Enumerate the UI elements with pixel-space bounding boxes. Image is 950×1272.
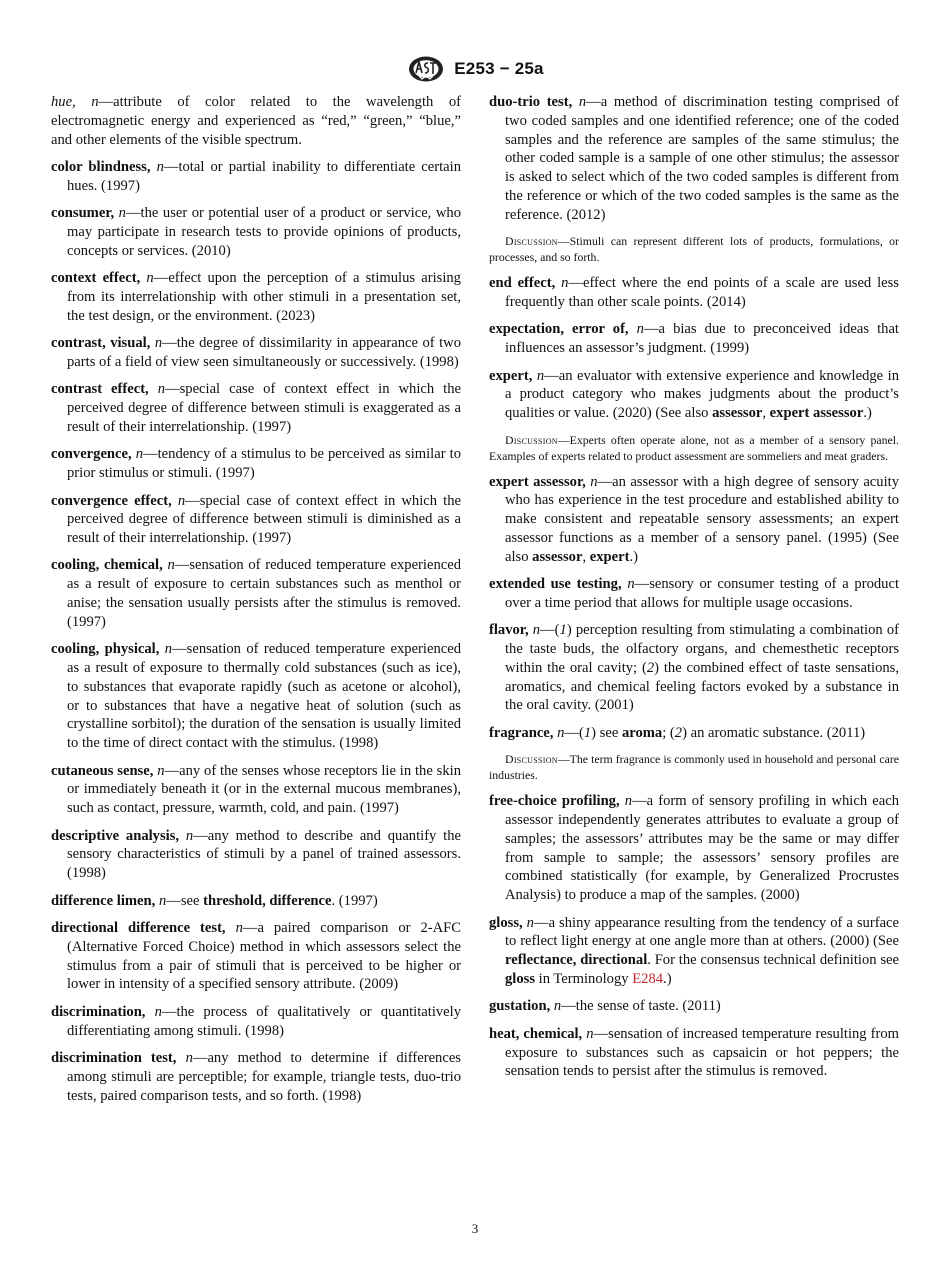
pos: n <box>586 1025 594 1042</box>
definition: —effect upon the perception of a stimulus arising from its interrelationship with other stimuli in a presentation set, the test design, or the environment. (2023) <box>67 270 461 324</box>
entry-discrimination <box>51 1003 461 1041</box>
term: directional difference test, <box>51 920 226 936</box>
definition: . For the consensus technical definition see <box>647 952 899 969</box>
pos: n <box>526 914 534 931</box>
definition: —a method of discrimination testing comprised of two coded samples and one identified reference; one of the coded samples and the reference are samples of the same stimulus; the other coded sample is a sample of one other stimulus; the assessor is asked to select which of the two coded samples is different from the reference or which of the two coded samples is the same as the reference. (2012) <box>505 94 899 223</box>
right-column <box>489 93 899 1090</box>
pos: n <box>636 321 644 338</box>
pos: n <box>578 94 587 110</box>
cross-reference: assessor <box>712 405 763 422</box>
pos: n <box>156 158 164 175</box>
definition: —the process of qualitatively or quantitatively differentiating among stimuli. (1998) <box>67 1003 461 1039</box>
term: cooling, physical, <box>51 641 160 658</box>
definition: —an assessor with a high degree of sensory acuity who has experience in the test procedure and established ability to make consistent and repeatable sensory assessments; an expert assessor functions as a member of a sensory panel. (1995) (See also <box>505 473 899 565</box>
definition: ) see <box>591 724 622 741</box>
pos: n <box>561 275 569 292</box>
definition: —the user or potential user of a product or service, who may participate in research tests to provide opinions of products, concepts or services. (2010) <box>67 205 461 259</box>
definition-end: .) <box>629 548 638 565</box>
pos: n <box>627 576 635 593</box>
pos: n <box>118 205 126 222</box>
definition: —special case of context effect in which the perceived degree of difference between stimuli is diminished as a result of their interrelationship. (1997) <box>67 492 461 547</box>
definition: in Terminology <box>535 971 633 988</box>
pos: n <box>91 94 99 110</box>
entry-heat-chemical <box>489 1025 899 1081</box>
term: flavor, <box>489 622 529 639</box>
term: end effect, <box>489 275 556 292</box>
pos: n <box>590 473 598 490</box>
sense-number: 1 <box>583 724 592 741</box>
definition: —an evaluator with extensive experience and knowledge in a product category who makes judgments about the product’s qualities or value. (2020) (See also <box>505 367 899 422</box>
left-column <box>51 93 461 1114</box>
term-hue: hue, <box>51 94 76 110</box>
discussion-fragrance <box>489 751 899 783</box>
term: discrimination test, <box>51 1049 177 1066</box>
pos: n <box>164 641 173 658</box>
entry-cooling-physical <box>51 640 461 753</box>
term: expectation, error of, <box>489 321 629 338</box>
definition: —sensation of increased temperature resulting from exposure to substances such as capsaicin or hot peppers; the sensation tends to persist after the stimulus is removed. <box>505 1025 900 1080</box>
term: context effect, <box>51 270 141 287</box>
entry-convergence-effect <box>51 492 461 548</box>
definition: —the sense of taste. (2011) <box>561 998 721 1015</box>
pos: n <box>624 793 633 810</box>
term: contrast effect, <box>51 381 149 398</box>
definition: —special case of context effect in which the perceived degree of difference between stimuli is exaggerated as a result of their interrelationship. (1997) <box>67 381 461 435</box>
term: heat, chemical, <box>489 1025 583 1042</box>
term: cutaneous sense, <box>51 762 154 779</box>
pos: n <box>146 270 154 287</box>
definition-end: .) <box>663 971 672 988</box>
page-header <box>0 54 950 84</box>
entry-consumer <box>51 204 461 260</box>
definition: —a paired comparison or 2-AFC (Alternative Forced Choice) method in which assessors select the stimulus from a pair of stimuli that is perceived to be higher or lower in intensity of a specified sensory attribute. (2009) <box>67 920 462 993</box>
term: extended use testing, <box>489 576 622 593</box>
cross-reference: expert <box>589 548 630 565</box>
entry-contrast-effect <box>51 380 461 436</box>
pos: n <box>154 335 163 352</box>
definition: —any method to describe and quantify the sensory characteristics of stimuli by a panel of trained assessors. (1998) <box>67 827 461 882</box>
entry-expectation-error <box>489 320 899 358</box>
entry-descriptive-analysis <box>51 827 461 883</box>
separator: , <box>582 548 590 565</box>
pos: n <box>557 724 565 741</box>
term: fragrance, <box>489 724 554 741</box>
definition: ) perception resulting from stimulating a combination of the taste buds, the olfactory organs, and chemesthetic receptors within the oral cavity; ( <box>505 622 899 676</box>
definition-end: .) <box>863 405 872 422</box>
entry-extended-use-testing <box>489 575 899 613</box>
entry-gloss <box>489 914 899 989</box>
discussion-text: —Experts often operate alone, not as a member of a sensory panel. Examples of experts related to product assessment are sommeliers and meat graders. <box>489 432 899 463</box>
term: convergence effect, <box>51 492 172 509</box>
entry-end-effect <box>489 274 899 312</box>
entry-free-choice-profiling <box>489 792 899 905</box>
term: descriptive analysis, <box>51 827 180 844</box>
definition: —tendency of a stimulus to be perceived as similar to prior stimulus or stimuli. (1997) <box>67 446 461 482</box>
term: convergence, <box>51 446 132 463</box>
definition: —( <box>564 724 584 741</box>
definition: —sensation of reduced temperature experienced as a result of exposure to certain substances such as menthol or anise; the sensation usually persists after the stimulus is removed. (1997) <box>67 557 461 630</box>
term: cooling, chemical, <box>51 557 163 574</box>
entry-directional-difference-test <box>51 919 461 994</box>
astm-logo-icon <box>406 54 446 84</box>
discussion-duo-trio <box>489 233 899 265</box>
definition: —any of the senses whose receptors lie in the skin or immediately beneath it (or in the external mucous membranes), such as contact, pressure, warmth, cold, and pain. (1997) <box>67 762 461 817</box>
term: discrimination, <box>51 1003 146 1020</box>
discussion-label: Discussion <box>505 752 558 767</box>
entry-color-blindness <box>51 158 461 196</box>
sense-number: 2 <box>674 724 683 741</box>
pos: n <box>235 920 243 936</box>
standard-designation: E253 − 25a <box>454 59 544 78</box>
entry-gustation <box>489 997 899 1016</box>
sense-number: 1 <box>559 622 567 639</box>
entry-expert-assessor <box>489 473 899 567</box>
cross-reference: gloss <box>505 971 536 988</box>
entry-context-effect <box>51 269 461 325</box>
definition: ) the combined effect of taste sensations, aromatics, and chemical feeling factors evoked by a substance in the oral cavity. (2001) <box>505 659 899 714</box>
term: contrast, visual, <box>51 335 151 352</box>
cross-reference: reflectance, directional <box>505 952 648 969</box>
definition: —sensation of reduced temperature experienced as a result of exposure to thermally cold substances (such as ice), to substances that evaporate rapidly (such as acetone or alcohol), or to substances that have a negative heat of solution (such as crystalline sorbitol); the duration of the sensation is usually limited to the time of direct contact with the stimulus. (1998) <box>67 641 462 752</box>
pos: n <box>157 381 165 398</box>
pos: n <box>532 622 541 639</box>
page-number: 3 <box>471 1221 479 1236</box>
discussion-text: —Stimuli can represent different lots of products, formulations, or processes, and so forth. <box>489 234 899 265</box>
entry-duo-trio-test <box>489 93 899 225</box>
pos: n <box>177 492 186 509</box>
term: duo-trio test, <box>489 94 573 110</box>
entry-flavor <box>489 621 899 715</box>
term: free-choice profiling, <box>489 793 620 810</box>
discussion-label: Discussion <box>505 432 558 447</box>
entry-expert <box>489 367 899 423</box>
term: difference limen, <box>51 892 156 909</box>
term: expert, <box>489 367 533 384</box>
standard-link-e284[interactable]: E284 <box>632 971 664 988</box>
discussion-label: Discussion <box>505 234 558 249</box>
entry-convergence <box>51 445 461 483</box>
definition-end: . (1997) <box>331 892 378 909</box>
term: consumer, <box>51 205 115 222</box>
pos: n <box>167 557 175 574</box>
cross-reference: aroma <box>621 724 663 741</box>
definition: —a bias due to preconceived ideas that influences an assessor’s judgment. (1999) <box>505 321 899 357</box>
definition: —see <box>166 892 204 909</box>
entry-discrimination-test <box>51 1049 461 1105</box>
discussion-text: —The term fragrance is commonly used in household and personal care industries. <box>489 752 899 783</box>
definition: —a shiny appearance resulting from the tendency of a surface to reflect light energy at one angle more than at others. (2000) (See <box>505 914 899 950</box>
definition: —the degree of dissimilarity in appearance of two parts of a field of view seen simultaneously or successively. (1998) <box>67 335 462 370</box>
term: expert assessor, <box>489 473 586 490</box>
term: color blindness, <box>51 158 151 175</box>
entry-hue <box>51 93 461 149</box>
cross-reference: threshold, difference <box>203 892 332 909</box>
entry-difference-limen <box>51 892 461 911</box>
entry-cutaneous-sense <box>51 762 461 818</box>
separator: , <box>762 405 770 422</box>
definition: —effect where the end points of a scale are used less frequently than other scale points. (2014) <box>505 275 899 310</box>
entry-contrast-visual <box>51 334 461 372</box>
pos: n <box>553 998 562 1015</box>
term: gloss, <box>489 914 523 931</box>
cross-reference: assessor <box>532 548 583 565</box>
definition: —a form of sensory profiling in which each assessor independently generates attributes to evaluate a group of samples; the assessors’ attributes may be the same or may differ from sample to sample; the assessors’ sensory profiles are combined statistically (for example, by Generalized Procrustes Analysis) to produce a map of the samples. (2000) <box>505 793 899 904</box>
entry-fragrance <box>489 724 899 743</box>
pos: n <box>158 892 167 909</box>
pos: n <box>536 367 545 384</box>
discussion-expert <box>489 432 899 464</box>
definition: —total or partial inability to differentiate certain hues. (1997) <box>67 158 461 194</box>
pos: n <box>135 446 144 463</box>
definition: ) an aromatic substance. (2011) <box>682 724 866 741</box>
pos: n <box>154 1003 162 1020</box>
term: gustation, <box>489 998 551 1015</box>
cross-reference: expert assessor <box>769 405 864 422</box>
pos: n <box>185 827 194 844</box>
definition: ; ( <box>662 724 675 741</box>
definition: —( <box>540 622 560 639</box>
pos: n <box>157 762 165 779</box>
sense-number: 2 <box>646 659 655 676</box>
definition: —any method to determine if differences among stimuli are perceptible; for example, triangle tests, duo-trio tests, paired comparison tests, and so forth. (1998) <box>67 1049 461 1104</box>
entry-cooling-chemical <box>51 556 461 631</box>
definition: —sensory or consumer testing of a product over a time period that allows for multiple usage occasions. <box>505 576 899 611</box>
pos: n <box>185 1049 193 1066</box>
definition: —attribute of color related to the wavelength of electromagnetic energy and experienced as “red,” “green,” “blue,” and other elements of the visible spectrum. <box>51 94 461 148</box>
